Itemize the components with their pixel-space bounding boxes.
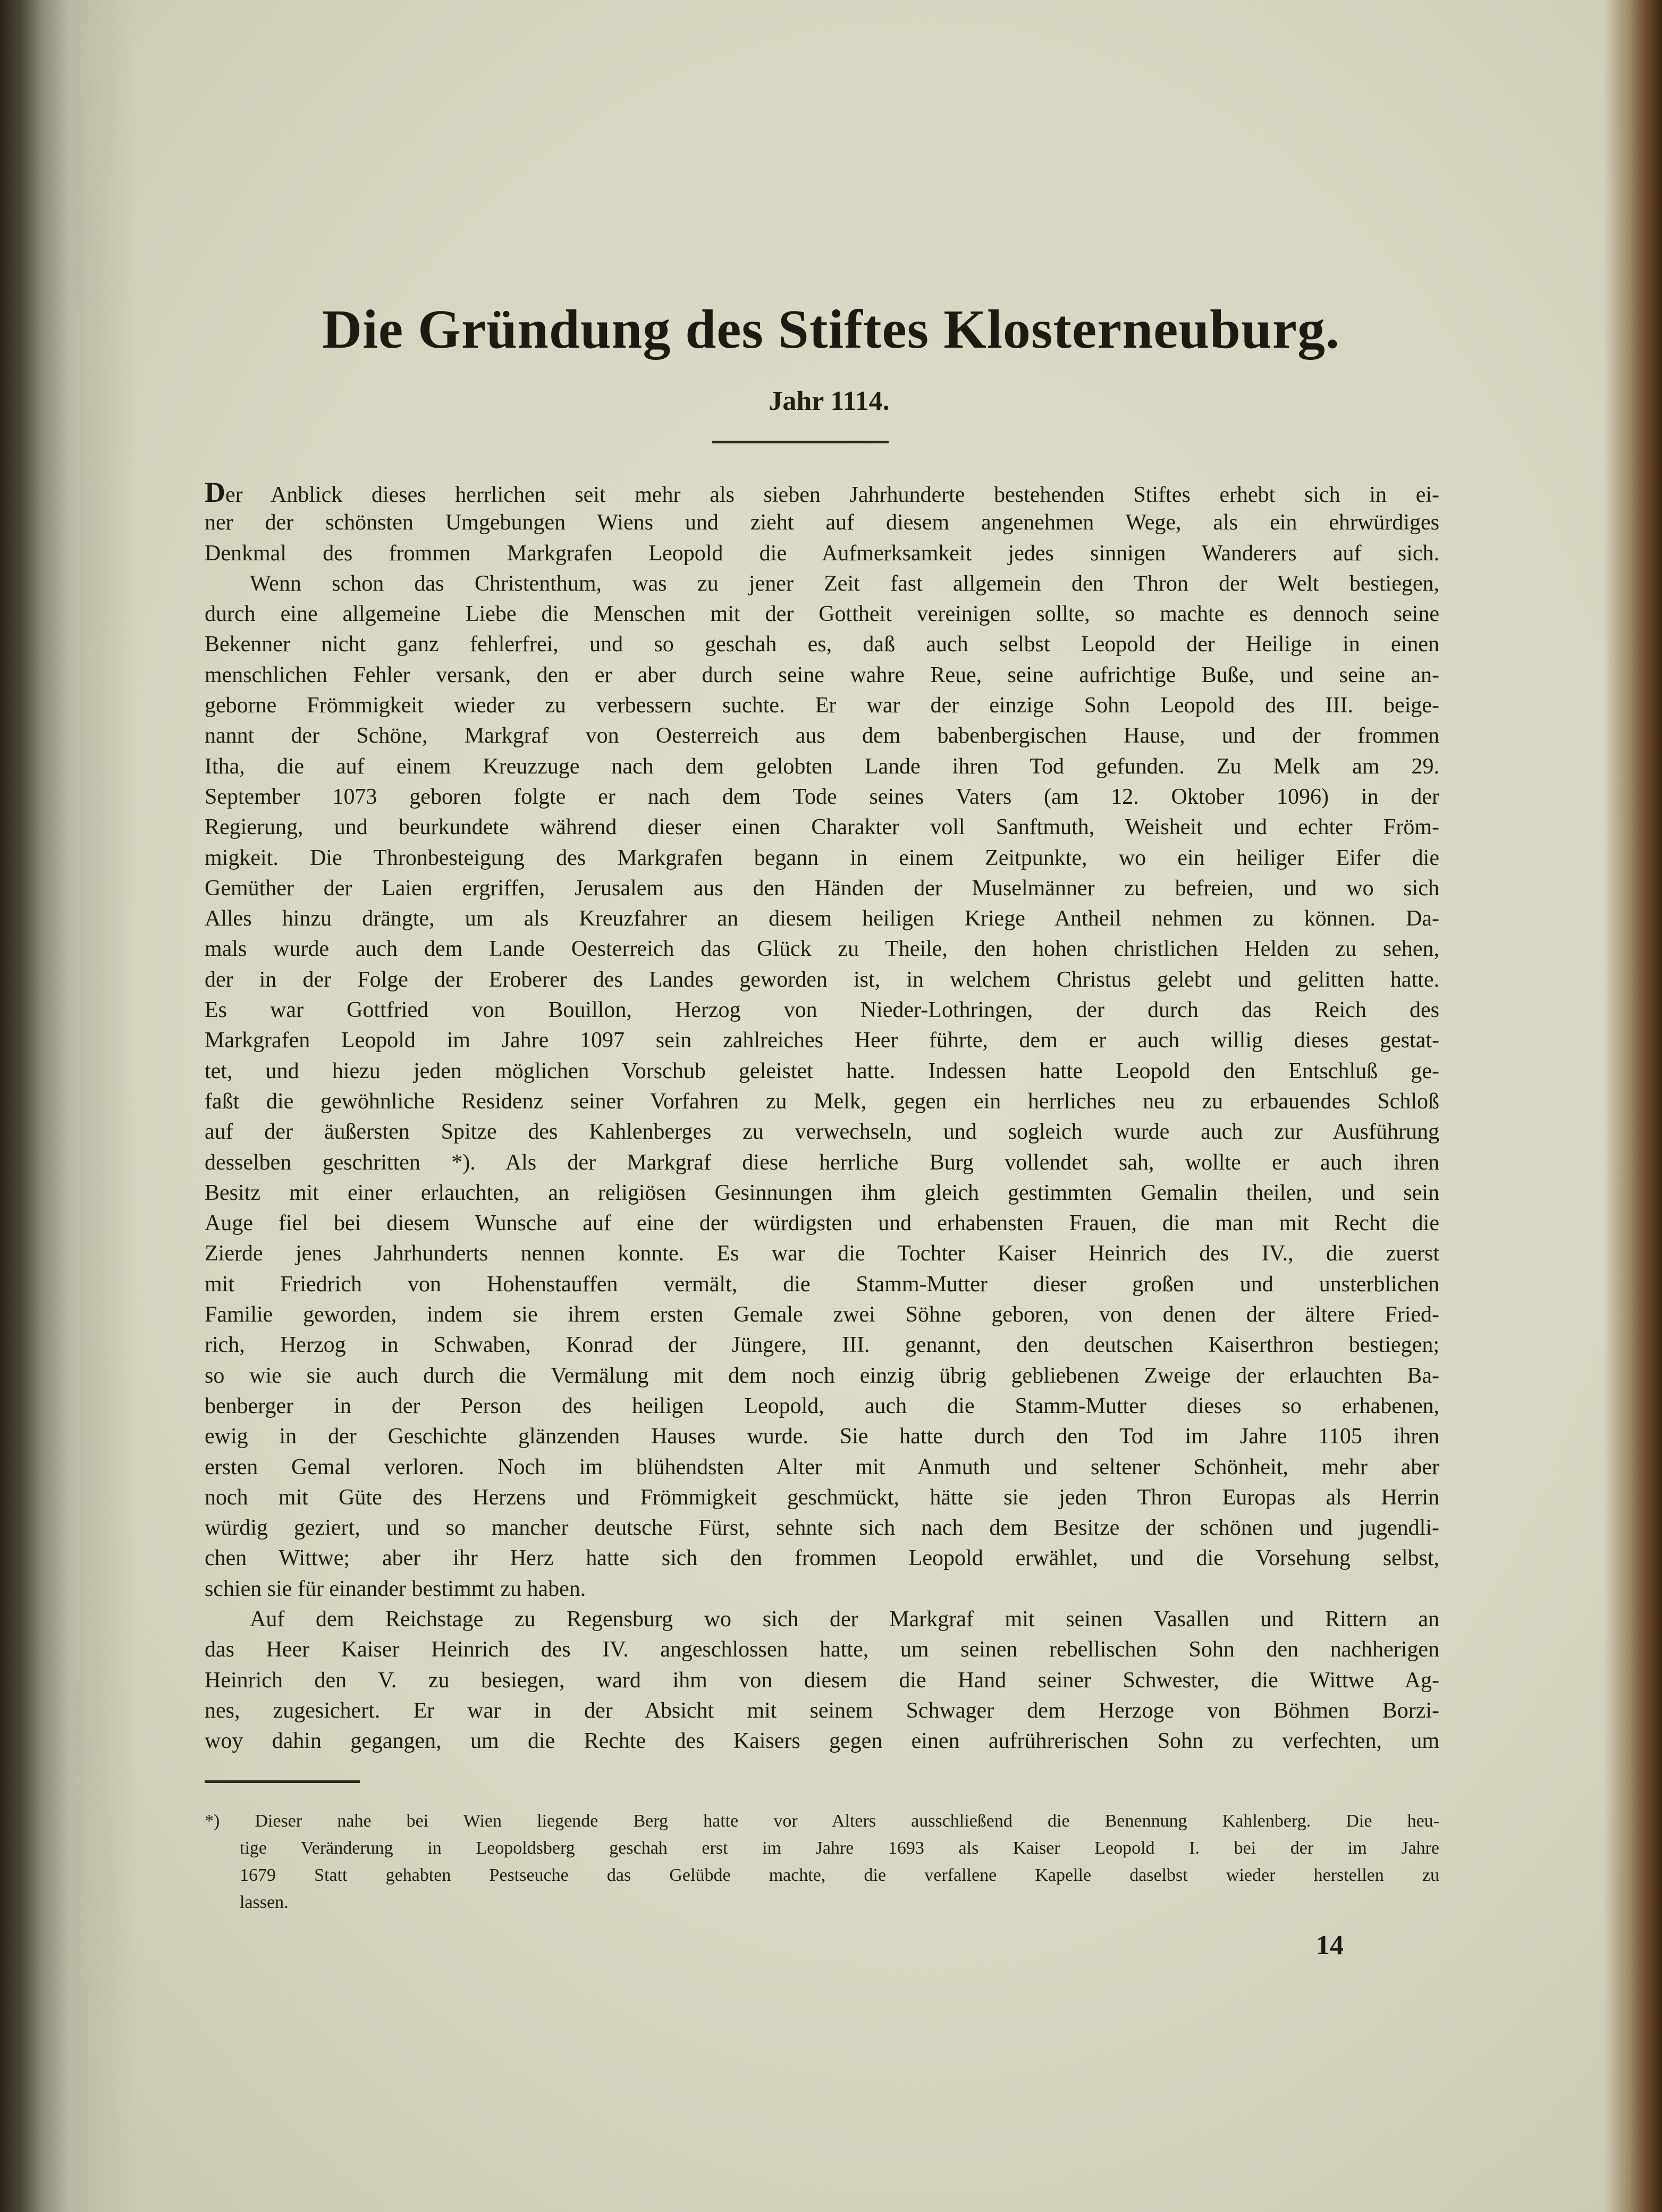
line-text: so wie sie auch durch die Vermälung mit dem noch einzig übrig gebliebenen Zweige der erlauchten Ba- bbox=[205, 1363, 1439, 1388]
text-line bbox=[205, 599, 1439, 629]
line-text: Heinrich den V. zu besiegen, ward ihm von diesem die Hand seiner Schwester, die Wittwe Ag- bbox=[205, 1668, 1439, 1693]
text-line bbox=[205, 1178, 1439, 1208]
text-line bbox=[205, 782, 1439, 812]
line-text: woy dahin gegangen, um die Rechte des Kaisers gegen einen aufrührerischen Sohn zu verfechten, um bbox=[205, 1729, 1439, 1754]
line-text: rich, Herzog in Schwaben, Konrad der Jüngere, III. genannt, den deutschen Kaiserthron bestiegen; bbox=[205, 1333, 1439, 1358]
line-text: Besitz mit einer erlauchten, an religiösen Gesinnungen ihm gleich gestimmten Gemalin theilen, und sein bbox=[205, 1180, 1439, 1205]
line-text: Wenn schon das Christenthum, was zu jener Zeit fast allgemein den Thron der Welt bestiegen, bbox=[250, 571, 1439, 596]
subtitle-year: Jahr 1114. bbox=[769, 386, 890, 416]
text-line bbox=[205, 1269, 1439, 1300]
line-text: desselben geschritten *). Als der Markgraf diese herrliche Burg vollendet sah, wollte er auch ihren bbox=[205, 1150, 1439, 1175]
text-line bbox=[205, 1452, 1439, 1483]
line-text: Zierde jenes Jahrhunderts nennen konnte. Es war die Tochter Kaiser Heinrich des IV., die zuerst bbox=[205, 1241, 1439, 1266]
line-text: ewig in der Geschichte glänzenden Hauses wurde. Sie hatte durch den Tod im Jahre 1105 ihren bbox=[205, 1424, 1439, 1449]
line-text: Bekenner nicht ganz fehlerfrei, und so geschah es, daß auch selbst Leopold der Heilige in einen bbox=[205, 632, 1439, 657]
text-line bbox=[205, 812, 1439, 843]
text-line bbox=[205, 752, 1439, 782]
line-text: mit Friedrich von Hohenstauffen vermält, die Stamm-Mutter dieser großen und unsterblichen bbox=[205, 1272, 1439, 1297]
line-text: chen Wittwe; aber ihr Herz hatte sich den frommen Leopold erwählet, und die Vorsehung selbst, bbox=[205, 1546, 1439, 1571]
text-line bbox=[205, 1087, 1439, 1117]
line-text: der in der Folge der Eroberer des Landes geworden ist, in welchem Christus gelebt und gelitten hatte. bbox=[205, 967, 1439, 992]
text-line bbox=[205, 1239, 1439, 1269]
line-text: tet, und hiezu jeden möglichen Vorschub geleistet hatte. Indessen hatte Leopold den Entschluß ge- bbox=[205, 1058, 1439, 1083]
line-text: nannt der Schöne, Markgraf von Oesterreich aus dem babenbergischen Hause, und der frommen bbox=[205, 724, 1439, 748]
line-text: er Anblick dieses herrlichen seit mehr als sieben Jahrhunderte bestehenden Stiftes erhebt sich in ei- bbox=[225, 483, 1439, 507]
text-line bbox=[205, 1635, 1439, 1665]
text-line bbox=[205, 1117, 1439, 1147]
line-text: nes, zugesichert. Er war in der Absicht mit seinem Schwager dem Herzoge von Böhmen Borzi- bbox=[205, 1698, 1439, 1723]
text-line bbox=[205, 1604, 1439, 1635]
text-line bbox=[205, 965, 1439, 995]
page-number: 14 bbox=[1316, 1930, 1344, 1961]
line-text: Gemüther der Laien ergriffen, Jerusalem aus den Händen der Muselmänner zu befreien, und wo sich bbox=[205, 876, 1439, 901]
text-line bbox=[205, 1422, 1439, 1452]
footnote-line: tige Veränderung in Leopoldsberg geschah erst im Jahre 1693 als Kaiser Leopold I. bei der im Jahre bbox=[240, 1838, 1439, 1858]
text-line bbox=[205, 508, 1439, 538]
text-line bbox=[205, 691, 1439, 721]
line-text: Auge fiel bei diesem Wunsche auf eine der würdigsten und erhabensten Frauen, die man mit Recht die bbox=[205, 1211, 1439, 1236]
footnote-line: 1679 Statt gehabten Pestseuche das Gelübde machte, die verfallene Kapelle daselbst wieder herstellen zu bbox=[240, 1865, 1439, 1885]
text-line bbox=[205, 843, 1439, 873]
drop-cap: D bbox=[205, 476, 225, 508]
line-text: Auf dem Reichstage zu Regensburg wo sich der Markgraf mit seinen Vasallen und Rittern an bbox=[250, 1607, 1439, 1631]
line-text: Es war Gottfried von Bouillon, Herzog von Nieder-Lothringen, der durch das Reich des bbox=[205, 998, 1439, 1023]
line-text: auf der äußersten Spitze des Kahlenberges zu verwechseln, und sogleich wurde auch zur Ausführung bbox=[205, 1120, 1439, 1145]
text-line bbox=[205, 660, 1439, 691]
footnote bbox=[205, 1807, 1439, 1916]
text-line bbox=[205, 629, 1439, 660]
text-line bbox=[205, 995, 1439, 1025]
text-line bbox=[205, 1025, 1439, 1056]
footnote-divider bbox=[205, 1780, 360, 1783]
line-text: Alles hinzu drängte, um als Kreuzfahrer an diesem heiligen Kriege Antheil nehmen zu können. Da- bbox=[205, 906, 1439, 931]
text-line bbox=[205, 904, 1439, 934]
line-text: September 1073 geboren folgte er nach dem Tode seines Vaters (am 12. Oktober 1096) in der bbox=[205, 784, 1439, 809]
line-text: das Heer Kaiser Heinrich des IV. angeschlossen hatte, um seinen rebellischen Sohn den nachherigen bbox=[205, 1637, 1439, 1662]
line-text: migkeit. Die Thronbesteigung des Markgrafen begann in einem Zeitpunkte, wo ein heiliger Eifer die bbox=[205, 845, 1439, 870]
title-divider bbox=[712, 441, 889, 443]
text-line bbox=[205, 1330, 1439, 1360]
text-line bbox=[205, 1726, 1439, 1756]
text-line bbox=[205, 1361, 1439, 1391]
text-line bbox=[205, 1543, 1439, 1574]
line-text: Itha, die auf einem Kreuzzuge nach dem gelobten Lande ihren Tod gefunden. Zu Melk am 29. bbox=[205, 754, 1439, 779]
line-text: noch mit Güte des Herzens und Frömmigkeit geschmückt, hätte sie jeden Thron Europas als Herrin bbox=[205, 1485, 1439, 1510]
text-line bbox=[205, 1574, 1439, 1604]
text-line bbox=[205, 1666, 1439, 1696]
footnote-line: *) Dieser nahe bei Wien liegende Berg hatte vor Alters ausschließend die Benennung Kahlenberg. Die heu- bbox=[205, 1811, 1439, 1831]
text-line bbox=[205, 539, 1439, 569]
line-text: Markgrafen Leopold im Jahre 1097 sein zahlreiches Heer führte, dem er auch willig dieses gestat- bbox=[205, 1028, 1439, 1053]
text-line bbox=[205, 1208, 1439, 1239]
text-line bbox=[205, 1056, 1439, 1087]
line-text: Regierung, und beurkundete während dieser einen Charakter voll Sanftmuth, Weisheit und echter Fröm- bbox=[205, 815, 1439, 840]
text-line bbox=[205, 477, 1439, 508]
text-line bbox=[205, 1148, 1439, 1178]
footnote-line: lassen. bbox=[240, 1893, 289, 1912]
text-line bbox=[205, 1513, 1439, 1543]
line-text: würdig geziert, und so mancher deutsche Fürst, sehnte sich nach dem Besitze der schönen und jugendli- bbox=[205, 1516, 1439, 1541]
text-line bbox=[205, 873, 1439, 904]
body-text bbox=[205, 477, 1439, 1756]
line-text: Familie geworden, indem sie ihrem ersten Gemale zwei Söhne geboren, von denen der ältere Fried- bbox=[205, 1302, 1439, 1327]
text-line bbox=[205, 1696, 1439, 1726]
text-line bbox=[205, 569, 1439, 599]
line-text: mals wurde auch dem Lande Oesterreich das Glück zu Theile, den hohen christlichen Helden zu sehen, bbox=[205, 937, 1439, 962]
line-text: ner der schönsten Umgebungen Wiens und zieht auf diesem angenehmen Wege, als ein ehrwürdiges bbox=[205, 510, 1439, 535]
text-line bbox=[205, 721, 1439, 751]
line-text: durch eine allgemeine Liebe die Menschen mit der Gottheit vereinigen sollte, so machte es dennoch seine bbox=[205, 602, 1439, 627]
line-text: faßt die gewöhnliche Residenz seiner Vorfahren zu Melk, gegen ein herrliches neu zu erbauendes Schloß bbox=[205, 1089, 1439, 1114]
line-text: menschlichen Fehler versank, den er aber durch seine wahre Reue, seine aufrichtige Buße, und seine an- bbox=[205, 662, 1439, 687]
line-text: schien sie für einander bestimmt zu haben. bbox=[205, 1576, 586, 1601]
text-line bbox=[205, 1391, 1439, 1422]
line-text: Denkmal des frommen Markgrafen Leopold die Aufmerksamkeit jedes sinnigen Wanderers auf sich. bbox=[205, 541, 1439, 566]
text-line bbox=[205, 934, 1439, 964]
text-line bbox=[205, 1300, 1439, 1330]
text-line bbox=[205, 1483, 1439, 1513]
line-text: ersten Gemal verloren. Noch im blühendsten Alter mit Anmuth und seltener Schönheit, mehr aber bbox=[205, 1454, 1439, 1479]
page-title: Die Gründung des Stiftes Klosterneuburg. bbox=[322, 299, 1340, 360]
line-text: benberger in der Person des heiligen Leopold, auch die Stamm-Mutter dieses so erhabenen, bbox=[205, 1393, 1439, 1418]
line-text: geborne Frömmigkeit wieder zu verbessern suchte. Er war der einzige Sohn Leopold des III. beige- bbox=[205, 693, 1439, 718]
